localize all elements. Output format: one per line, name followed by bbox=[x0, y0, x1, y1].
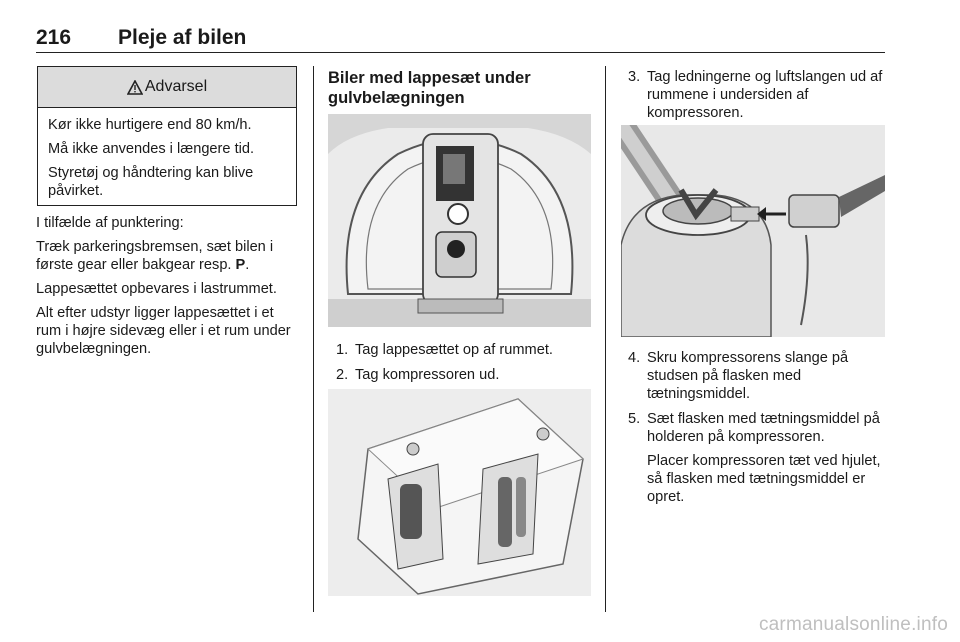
warning-line: Må ikke anvendes i længere tid. bbox=[48, 141, 255, 157]
paragraph: Alt efter udstyr ligger lappesættet i et rum i højre sidevæg eller i et rum under gulvbelægningen. bbox=[36, 305, 291, 357]
list-item: 4. Skru kompressorens slange på studsen på flasken med tætningsmiddel. bbox=[628, 350, 849, 402]
warning-box bbox=[37, 66, 297, 206]
list-item: 3. Tag ledningerne og luftslangen ud af rummene i undersiden af kompressoren. bbox=[628, 69, 883, 121]
left-column-text bbox=[36, 214, 298, 364]
paragraph: I tilfælde af punktering: bbox=[36, 215, 184, 231]
step-5-note: Placer kompressoren tæt ved hjulet, så flasken med tætningsmiddel er opret. bbox=[647, 453, 881, 505]
middle-steps bbox=[336, 341, 596, 391]
warning-line: Styretøj og håndtering kan blive påvirket. bbox=[48, 165, 254, 199]
warning-header bbox=[38, 67, 296, 108]
right-step-3 bbox=[628, 68, 886, 129]
page-number: 216 bbox=[36, 26, 72, 49]
warning-title: Advarsel bbox=[144, 78, 208, 95]
list-item: 5. Sæt flasken med tætningsmiddel på holderen på kompressoren. bbox=[628, 411, 880, 445]
list-item: 2. Tag kompressoren ud. bbox=[336, 367, 500, 383]
watermark: carmanualsonline.info bbox=[758, 614, 948, 635]
compressor-illustration bbox=[328, 389, 591, 596]
warning-body bbox=[38, 108, 296, 200]
column-divider-left bbox=[313, 66, 314, 612]
paragraph: Lappesættet opbevares i lastrummet. bbox=[36, 281, 277, 297]
header-divider bbox=[36, 52, 885, 53]
bottle-hose-illustration bbox=[621, 125, 885, 337]
column-divider-right bbox=[605, 66, 606, 612]
page-title: Pleje af bilen bbox=[118, 26, 247, 49]
warning-triangle-icon bbox=[127, 80, 143, 95]
list-item: 1. Tag lappesættet op af rummet. bbox=[336, 342, 553, 358]
paragraph: Træk parkeringsbremsen, sæt bilen i første gear eller bakgear resp. P. bbox=[36, 239, 274, 273]
trunk-kit-illustration bbox=[328, 114, 591, 327]
warning-line: Kør ikke hurtigere end 80 km/h. bbox=[48, 117, 252, 133]
section-heading: Biler med lappesæt under gulvbelægningen bbox=[328, 69, 531, 107]
right-steps bbox=[628, 349, 886, 506]
gear-letter: P bbox=[235, 257, 246, 273]
